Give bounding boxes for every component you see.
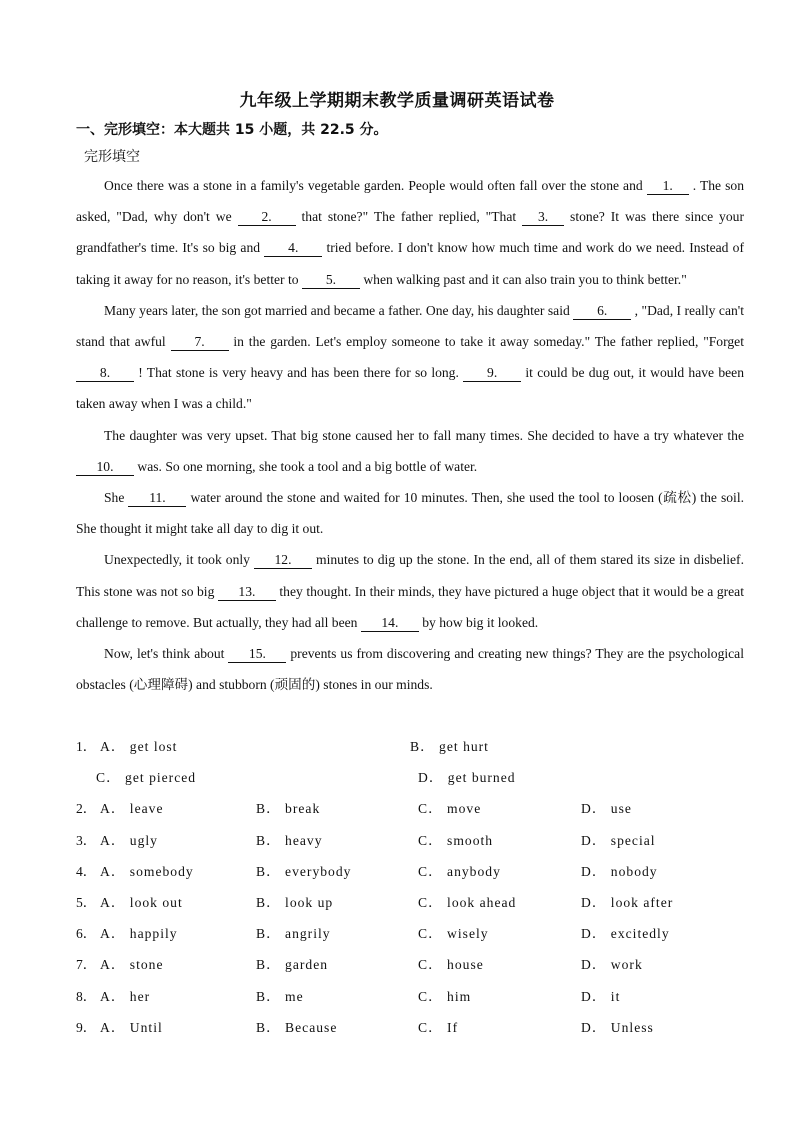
blank-14: 14. <box>361 615 419 632</box>
option-b[interactable]: B． heavy <box>256 832 323 848</box>
option-d[interactable]: D． nobody <box>581 863 658 879</box>
blank-11: 11. <box>128 490 186 507</box>
option-b[interactable]: B． look up <box>256 894 334 910</box>
paragraph-1 <box>76 170 744 295</box>
passage-text: minutes to dig up the stone. In the end, all of them stared its size in disbelief. This stone was not so big <box>76 552 744 599</box>
question-row <box>76 983 776 1014</box>
option-d[interactable]: D． special <box>581 832 656 848</box>
option-a[interactable]: A． stone <box>100 957 164 973</box>
option-a[interactable]: A． ugly <box>100 832 158 848</box>
option-c[interactable]: C． him <box>418 988 472 1004</box>
passage-text: ! That stone is very heavy and has been there for so long. <box>134 365 464 381</box>
cloze-passage <box>76 170 744 700</box>
blank-1: 1. <box>647 178 689 195</box>
option-c[interactable]: C． anybody <box>418 863 501 879</box>
question-number: 5． <box>76 894 97 910</box>
option-c[interactable]: C． If <box>418 1019 459 1035</box>
exam-title: 九年级上学期期末教学质量调研英语试卷 <box>239 91 555 111</box>
blank-10: 10. <box>76 459 134 476</box>
blank-6: 6. <box>573 303 631 320</box>
question-number: 4． <box>76 863 97 879</box>
option-b[interactable]: B． me <box>256 988 304 1004</box>
option-b[interactable]: B． everybody <box>256 863 352 879</box>
option-a[interactable]: A． look out <box>100 894 183 910</box>
passage-text: prevents us from discovering and creating new things? They are the psychological obstacles (心理障碍) and stubborn (顽固的) stones in our minds. <box>76 646 744 693</box>
question-row <box>76 889 776 920</box>
option-a[interactable]: A． Until <box>100 1019 163 1035</box>
option-d[interactable]: D． work <box>581 957 643 973</box>
blank-5: 5. <box>302 272 360 289</box>
question-row <box>76 858 776 889</box>
passage-text: . The son asked, "Dad, why don't we <box>76 178 744 225</box>
passage-text: water around the stone and waited for 10 minutes. Then, she used the tool to loosen (疏松) the soil. She thought it might take all day to dig it out. <box>76 490 744 537</box>
question-number: 2． <box>76 801 97 817</box>
passage-text: tried before. I don't know how much time and work do we need. Instead of taking it away for no reason, it's better to <box>76 240 744 287</box>
option-b[interactable]: B． break <box>256 801 321 817</box>
blank-8: 8. <box>76 365 134 382</box>
question-row <box>76 764 776 795</box>
option-b[interactable]: B． Because <box>256 1019 338 1035</box>
blank-13: 13. <box>218 584 276 601</box>
question-number: 8． <box>76 988 97 1004</box>
question-row <box>76 795 776 826</box>
option-b[interactable]: B． garden <box>256 957 329 973</box>
passage-text: when walking past and it can also train you to think better." <box>359 271 687 287</box>
question-number: 6． <box>76 926 97 942</box>
blank-9: 9. <box>463 365 521 382</box>
option-a[interactable]: A． somebody <box>100 863 194 879</box>
option-d[interactable]: D． get burned <box>418 770 516 786</box>
paragraph-4 <box>76 482 744 544</box>
paragraph-6 <box>76 638 744 700</box>
question-row <box>76 951 776 982</box>
option-d[interactable]: D． Unless <box>581 1019 654 1035</box>
passage-text: stone? It was there since your grandfather's time. It's so big and <box>76 209 744 256</box>
paragraph-2 <box>76 295 744 420</box>
passage-text: , "Dad, I really can't stand that awful <box>76 302 745 350</box>
question-number: 1． <box>76 739 97 754</box>
subheading: 完形填空 <box>84 149 140 165</box>
passage-text: She <box>104 490 129 506</box>
blank-15: 15. <box>228 646 286 663</box>
question-row <box>76 920 776 951</box>
passage-text: was. So one morning, she took a tool and a big bottle of water. <box>134 458 478 474</box>
blank-3: 3. <box>522 209 564 226</box>
paragraph-3 <box>76 420 744 482</box>
option-b[interactable]: B． get hurt <box>410 739 489 754</box>
passage-text: The daughter was very upset. That big stone caused her to fall many times. She decided to have a try whatever the <box>104 427 744 443</box>
option-c[interactable]: C． house <box>418 957 484 973</box>
option-b[interactable]: B． angrily <box>256 926 331 942</box>
passage-text: by how big it looked. <box>418 614 539 630</box>
option-d[interactable]: D． use <box>581 801 632 817</box>
passage-text: in the garden. Let's employ someone to take it away someday." The father replied, "Forget <box>228 334 744 350</box>
passage-text: that stone?" The father replied, "That <box>295 209 523 225</box>
blank-2: 2. <box>238 209 296 226</box>
option-d[interactable]: D． it <box>581 988 621 1004</box>
option-c[interactable]: C． wisely <box>418 926 489 942</box>
blank-7: 7. <box>171 334 229 351</box>
passage-text: it could be dug out, it would have been taken away when I was a child." <box>76 365 744 412</box>
option-a[interactable]: A． happily <box>100 926 178 942</box>
paragraph-5 <box>76 544 744 638</box>
blank-12: 12. <box>254 552 312 569</box>
option-c[interactable]: C． get pierced <box>96 770 197 786</box>
option-a[interactable]: A． leave <box>100 801 164 817</box>
option-c[interactable]: C． look ahead <box>418 894 517 910</box>
passage-text: Now, let's think about <box>104 646 229 662</box>
question-number: 9． <box>76 1019 97 1035</box>
option-a[interactable]: A． get lost <box>100 739 178 754</box>
option-c[interactable]: C． smooth <box>418 832 494 848</box>
answer-options <box>76 733 776 1045</box>
question-row <box>76 733 776 764</box>
option-d[interactable]: D． excitedly <box>581 926 670 942</box>
section-heading: 一、完形填空：本大题共 15 小题，共 22.5 分。 <box>76 122 388 138</box>
passage-text: they thought. In their minds, they have pictured a huge object that it would be a great challenge to remove. But actually, they had all been <box>76 583 744 630</box>
passage-text: Unexpectedly, it took only <box>104 552 254 568</box>
question-number: 3． <box>76 832 97 848</box>
option-c[interactable]: C． move <box>418 801 482 817</box>
option-d[interactable]: D． look after <box>581 894 674 910</box>
question-row <box>76 827 776 858</box>
option-a[interactable]: A． her <box>100 988 151 1004</box>
blank-4: 4. <box>264 240 322 257</box>
passage-text: Once there was a stone in a family's vegetable garden. People would often fall over the stone and <box>104 178 647 193</box>
question-number: 7． <box>76 957 97 973</box>
passage-text: Many years later, the son got married and became a father. One day, his daughter said <box>104 302 574 318</box>
question-row <box>76 1014 776 1045</box>
